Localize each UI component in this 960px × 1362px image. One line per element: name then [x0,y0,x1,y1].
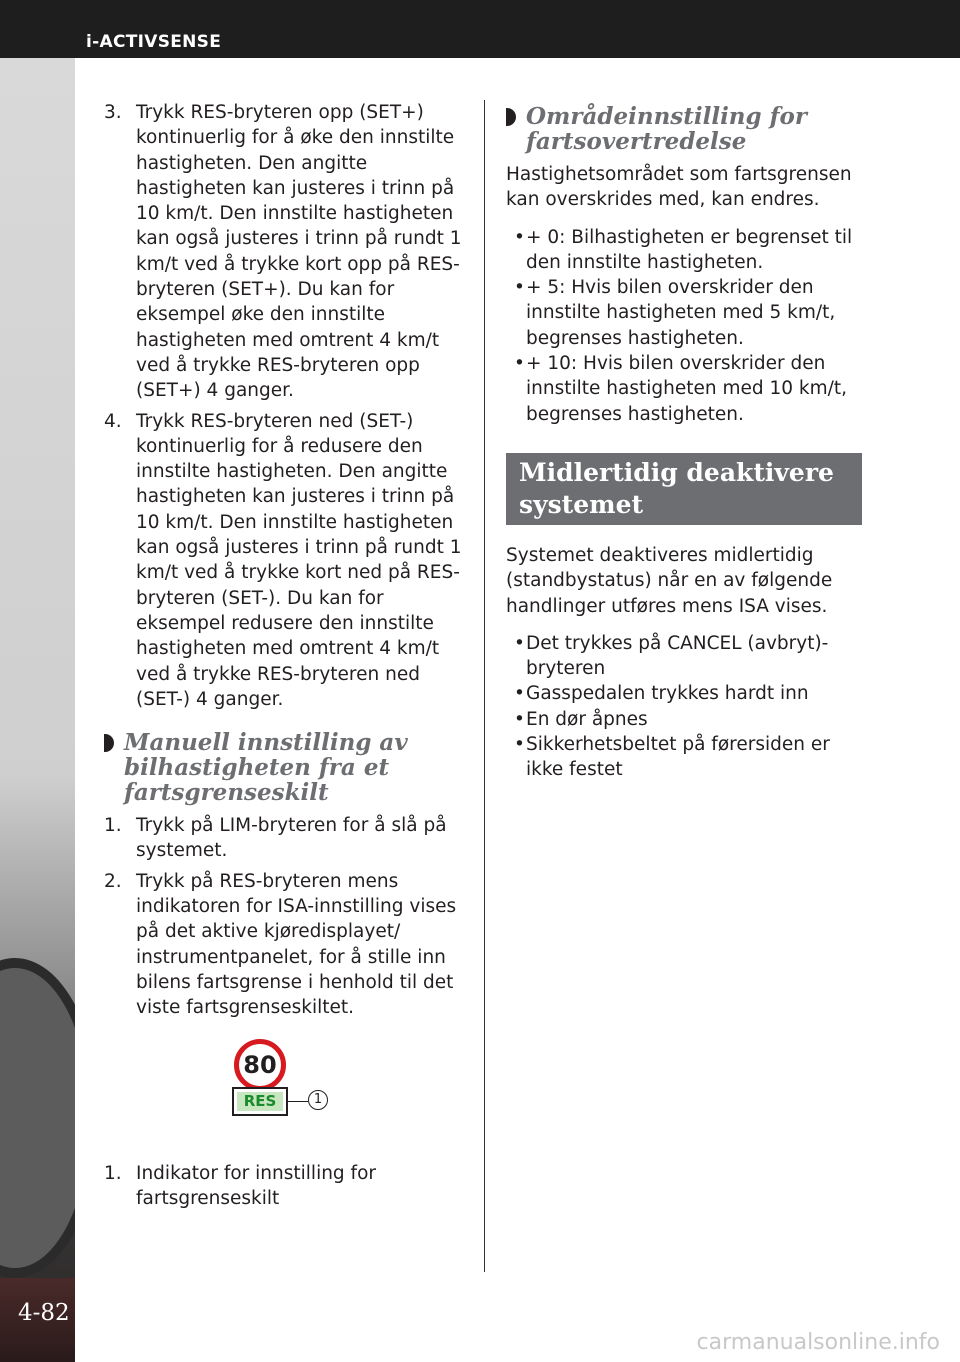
list-item-text: + 5: Hvis bilen overskrider den innstilte hastigheten med 5 km/t, begrenses hastigheten. [526,277,836,349]
right-column [506,100,866,783]
step-item [104,869,464,1021]
bullet-icon: • [514,683,525,705]
callout-number: 1 [308,1090,328,1110]
callout-leader-line [288,1101,308,1102]
step-item [104,409,464,713]
list-item [506,707,866,732]
caption-number: 1. [104,1162,122,1184]
side-photo-strip [0,58,75,1362]
step-number: 4. [104,410,122,432]
intro-paragraph: Hastighetsområdet som fartsgrensen kan overskrides med, kan endres. [506,164,852,211]
figure-caption [104,1161,464,1212]
list-item [506,681,866,706]
speed-limit-sign-icon: 80 [234,1039,286,1091]
subheading-text: Manuell innstilling av bilhastigheten fra et fartsgrenseskilt [124,729,408,807]
step-text: Trykk RES-bryteren ned (SET-) kontinuerlig for å redusere den innstilte hastigheten. Den angitte hastigheten kan justeres i trinn på 10 km/t. Den innstilte hastigheten kan også justeres i trinn på rundt 1 km/t ved å trykke kort ned på RES-bryteren (SET-). Du kan for eksempel redusere den innstilte hastigheten med omtrent 4 km/t ved å trykke RES-bryteren ned (SET-) 4 ganger. [136,410,462,710]
deactivation-conditions-list [506,631,866,783]
bullet-icon: • [514,632,525,654]
list-item-text: + 0: Bilhastigheten er begrenset til den innstilte hastigheten. [526,226,853,273]
list-item-text: Det trykkes på CANCEL (avbryt)-bryteren [526,632,829,680]
list-item-text: Sikkerhetsbeltet på førersiden er ikke festet [526,734,830,781]
steering-wheel-image [0,958,75,1278]
list-item [506,351,866,427]
step-text: Trykk RES-bryteren opp (SET+) kontinuerlig for å øke den innstilte hastigheten. Den angitte hastigheten kan justeres i trinn på 10 km/t. Den innstilte hastigheten kan også justeres i trinn på rundt 1 km/t ved å trykke kort opp på RES-bryteren (SET+). Du kan for eksempel øke den innstilte hastigheten med omtrent 4 km/t ved å trykke RES-bryteren opp (SET+) 4 ganger. [136,102,462,402]
section-title: i-ACTIVSENSE [86,32,222,52]
subheading-text: Områdeinnstilling for fartsovertredelse [526,103,807,155]
watermark: carmanualsonline.info [696,1330,940,1355]
bullet-icon: • [514,708,525,730]
caption-text: Indikator for innstilling for fartsgrenseskilt [136,1162,376,1209]
subheading-marker-icon [506,108,516,126]
step-number: 2. [104,870,122,892]
list-item [506,732,866,783]
page-number: 4-82 [18,1300,70,1326]
speed-sign-figure [104,1039,464,1139]
bullet-icon: • [514,277,525,299]
step-number: 3. [104,102,122,123]
step-item [104,100,464,404]
column-divider [484,100,485,1272]
subheading-marker-icon [104,734,114,752]
header-bar [0,0,960,58]
list-item-text: + 10: Hvis bilen overskrider den innstilte hastigheten med 10 km/t, begrenses hastigheten. [526,353,848,425]
bullet-icon: • [514,226,525,248]
subheading-manual-setting [104,730,464,805]
list-item [506,631,866,682]
step-text: Trykk på LIM-bryteren for å slå på systemet. [136,815,447,862]
subheading-speeding-range [506,104,866,154]
range-options-list [506,225,866,427]
step-item [104,813,464,864]
res-indicator-label: RES [237,1092,283,1111]
list-item [506,275,866,351]
list-item-text: Gasspedalen trykkes hardt inn [526,683,809,705]
step-number: 1. [104,815,122,837]
left-column [104,100,464,1216]
bullet-icon: • [514,353,525,375]
res-indicator-icon [232,1087,288,1116]
section-intro-paragraph: Systemet deaktiveres midlertidig (standbystatus) når en av følgende handlinger utføres mens ISA vises. [506,544,833,617]
list-item-text: En dør åpnes [526,708,648,730]
section-heading: Midlertidig deaktivere systemet [506,453,862,525]
list-item [506,225,866,276]
bullet-icon: • [514,734,525,756]
step-text: Trykk på RES-bryteren mens indikatoren for ISA-innstilling vises på det aktive kjøredisplayet/ instrumentpanelet, for å stille inn bilens fartsgrense i henhold til det viste fartsgrenseskiltet. [136,870,457,1019]
